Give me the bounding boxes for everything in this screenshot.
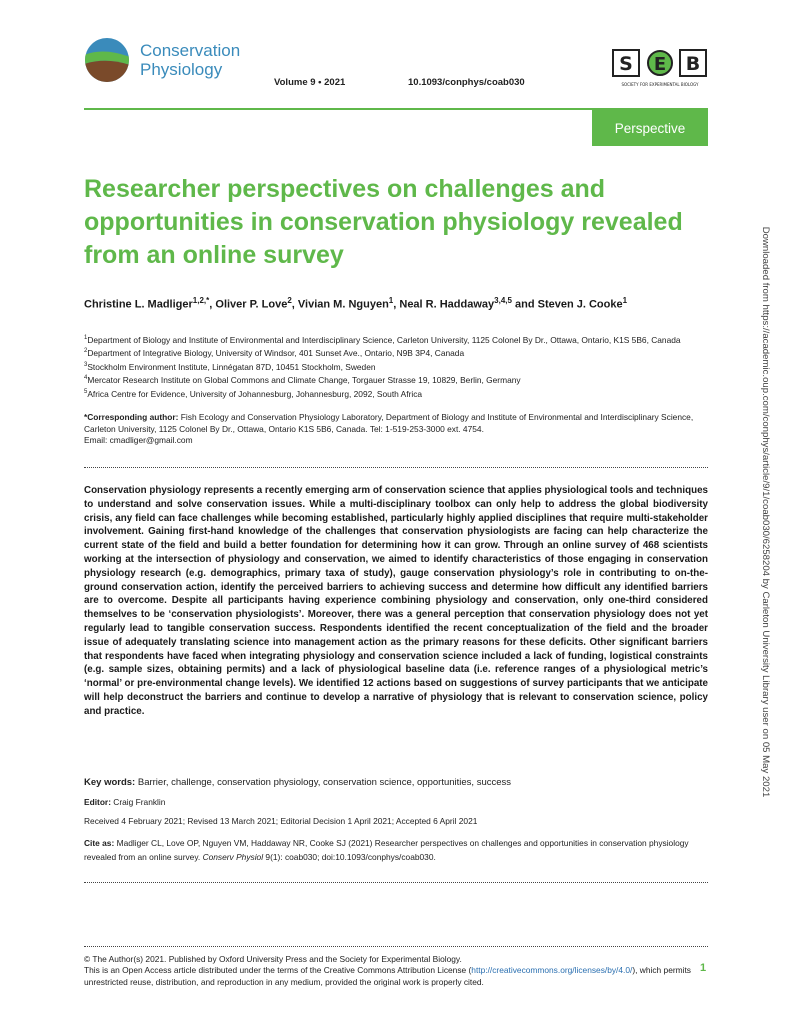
author-name: Christine L. Madliger (84, 298, 193, 311)
seb-logo (612, 49, 708, 89)
affiliation-number: 1 (84, 335, 88, 341)
author-affiliation-marker: 1,2,* (192, 296, 210, 305)
affiliation-number: 2 (84, 348, 88, 355)
license-link[interactable]: http://creativecommons.org/licenses/by/4.0/ (471, 965, 633, 976)
article-type-badge: Perspective (592, 110, 708, 146)
dotted-divider (84, 882, 708, 883)
received-dates: Received 4 February 2021; Revised 13 March 2021; Editorial Decision 1 April 2021; Accepted 6 April 2021 (84, 816, 478, 826)
author-separator: , (209, 298, 216, 311)
affiliation-number: 4 (84, 375, 88, 382)
corresponding-author-text: Fish Ecology and Conservation Physiology Laboratory, Department of Biology and Institute of Environmental and Interdisciplinary Science, Carleton University, 1125 Colonel By Dr., Ottawa, Ontario K1S 5B6, Canada. Tel: 1-519-253-3000 ext. 4754. (84, 412, 694, 434)
affiliation-item (84, 387, 708, 400)
affiliation-item (84, 346, 708, 359)
page-number: 1 (700, 962, 707, 974)
affiliation-text: Department of Integrative Biology, University of Windsor, 401 Sunset Ave., Ontario, N9B 3P4, Canada (87, 348, 465, 359)
journal-logo-icon (84, 37, 140, 83)
journal-name-line1: Conservation (140, 41, 241, 60)
dotted-divider (84, 467, 708, 468)
seb-letter-s: S (619, 53, 633, 75)
author-list (84, 296, 708, 311)
seb-letter-b: B (685, 53, 701, 75)
cite-rest: 9(1): coab030; doi:10.1093/conphys/coab030. (263, 852, 436, 862)
copyright-notice (84, 954, 696, 988)
dotted-divider (84, 946, 708, 947)
article-title: Researcher perspectives on challenges and opportunities in conservation physiology revealed from an online survey (84, 175, 683, 269)
affiliation-text: Department of Biology and Institute of Environmental and Interdisciplinary Science, Carleton University, 1125 Colonel By Dr., Ottawa, Ontario, K1S 5B6, Canada (87, 334, 681, 345)
volume-label: Volume 9 • 2021 (274, 77, 346, 88)
affiliations (84, 333, 708, 400)
affiliation-item (84, 360, 708, 373)
keywords-text: Barrier, challenge, conservation physiology, conservation science, opportunities, success (137, 777, 512, 788)
copyright-line1: © The Author(s) 2021. Published by Oxford University Press and the Society for Experimental Biology. (84, 954, 462, 964)
citation (84, 836, 708, 864)
affiliation-item (84, 373, 708, 386)
author-name: Steven J. Cooke (537, 298, 623, 311)
cite-text: Madliger CL, Love OP, Nguyen VM, Haddaway NR, Cooke SJ (2021) Researcher perspectives on challenges and opportunities in conservation physiology revealed from an online survey. (84, 838, 689, 862)
doi-label: 10.1093/conphys/coab030 (408, 77, 525, 88)
affiliation-text: Stockholm Environment Institute, Linnégatan 87D, 10451 Stockholm, Sweden (87, 361, 376, 372)
copyright-line2-post: ), which permits unrestricted reuse, distribution, and reproduction in any medium, provided the original work is properly cited. (84, 965, 691, 987)
keywords-label: Key words: (84, 777, 136, 788)
affiliation-number: 3 (84, 361, 88, 368)
keywords (84, 777, 708, 788)
editor-label: Editor: (84, 797, 111, 807)
author-separator: , (291, 298, 298, 311)
author-affiliation-marker: 1 (622, 296, 628, 305)
editor (84, 797, 165, 807)
author-name: Neal R. Haddaway (399, 298, 495, 311)
author-affiliation-marker: 1 (388, 296, 394, 305)
affiliation-item (84, 333, 708, 346)
author-separator: and (511, 298, 538, 311)
download-watermark: Downloaded from https://academic.oup.com/conphys/article/9/1/coab030/6258204 by Carleton University Library user on 05 May 2021 (760, 226, 771, 798)
author-name: Vivian M. Nguyen (297, 298, 389, 311)
corresponding-author-label: *Corresponding author: (84, 412, 179, 422)
corresponding-author (84, 412, 708, 447)
seb-caption: SOCIETY FOR EXPERIMENTAL BIOLOGY (621, 82, 699, 87)
author-name: Oliver P. Love (215, 298, 288, 311)
affiliation-text: Mercator Research Institute on Global Commons and Climate Change, Torgauer Strasse 19, 10829, Berlin, Germany (87, 374, 521, 385)
corresponding-email: Email: cmadliger@gmail.com (84, 435, 193, 446)
cite-journal: Conserv Physiol (202, 852, 264, 862)
journal-name (140, 41, 240, 79)
author-separator: , (393, 298, 400, 311)
editor-name: Craig Franklin (110, 797, 166, 807)
author-affiliation-marker: 3,4,5 (494, 296, 512, 305)
abstract: Conservation physiology represents a recently emerging arm of conservation science that applies physiological tools and techniques to understand and solve conservation issues. While a multi-disciplinary toolbox can only help to address the global biodiversity crisis, any field can face challenges while becoming established, particularly highly applied disciplines that require multi-stakeholder involvement. Gaining first-hand knowledge of the challenges that conservation physiologists are facing can help characterize the current state of the field and build a better foundation for determining how it can grow. Through an online survey of 468 scientists working at the intersection of physiology and conservation, we aimed to identify characteristics of those engaging in conservation physiology research (e.g. demographics, primary taxa of study), gauge conservation physiology’s role in contributing to on-the-ground conservation action, identify the perceived barriers to achieving success and determine how difficult any identified barriers are to overcome. Despite all participants having experience combining physiology and conservation, only one-third considered themselves to be ‘conservation physiologists’. Moreover, there was a general perception that conservation physiology does not yet regularly lead to tangible conservation success. Respondents identified the recent conceptualization of the field and the broader issue of adequately translating science into management action as the primary reasons for these deficits. Other significant barriers that respondents have faced when integrating physiology and conservation science included a lack of funding, logistical constraints (e.g. sample sizes, obtaining permits) and a lack of physiological baseline data (i.e. reference ranges of a physiological metric’s ‘normal’ or pre-environmental change levels). We identified 12 actions based on suggestions of survey participants that we anticipate will help deconstruct the barriers and continue to develop a narrative of physiology that is relevant to conservation science, policy and practice. (84, 485, 708, 717)
cite-label: Cite as: (84, 838, 115, 848)
affiliation-text: Africa Centre for Evidence, University of Johannesburg, Johannesburg, 2092, South Africa (87, 388, 423, 399)
journal-name-line2: Physiology (140, 60, 223, 79)
author-affiliation-marker: 2 (287, 296, 292, 305)
copyright-line2-pre: This is an Open Access article distributed under the terms of the Creative Commons Attribution License ( (84, 965, 472, 976)
affiliation-number: 5 (84, 388, 88, 395)
seb-letter-e: E (653, 54, 667, 75)
